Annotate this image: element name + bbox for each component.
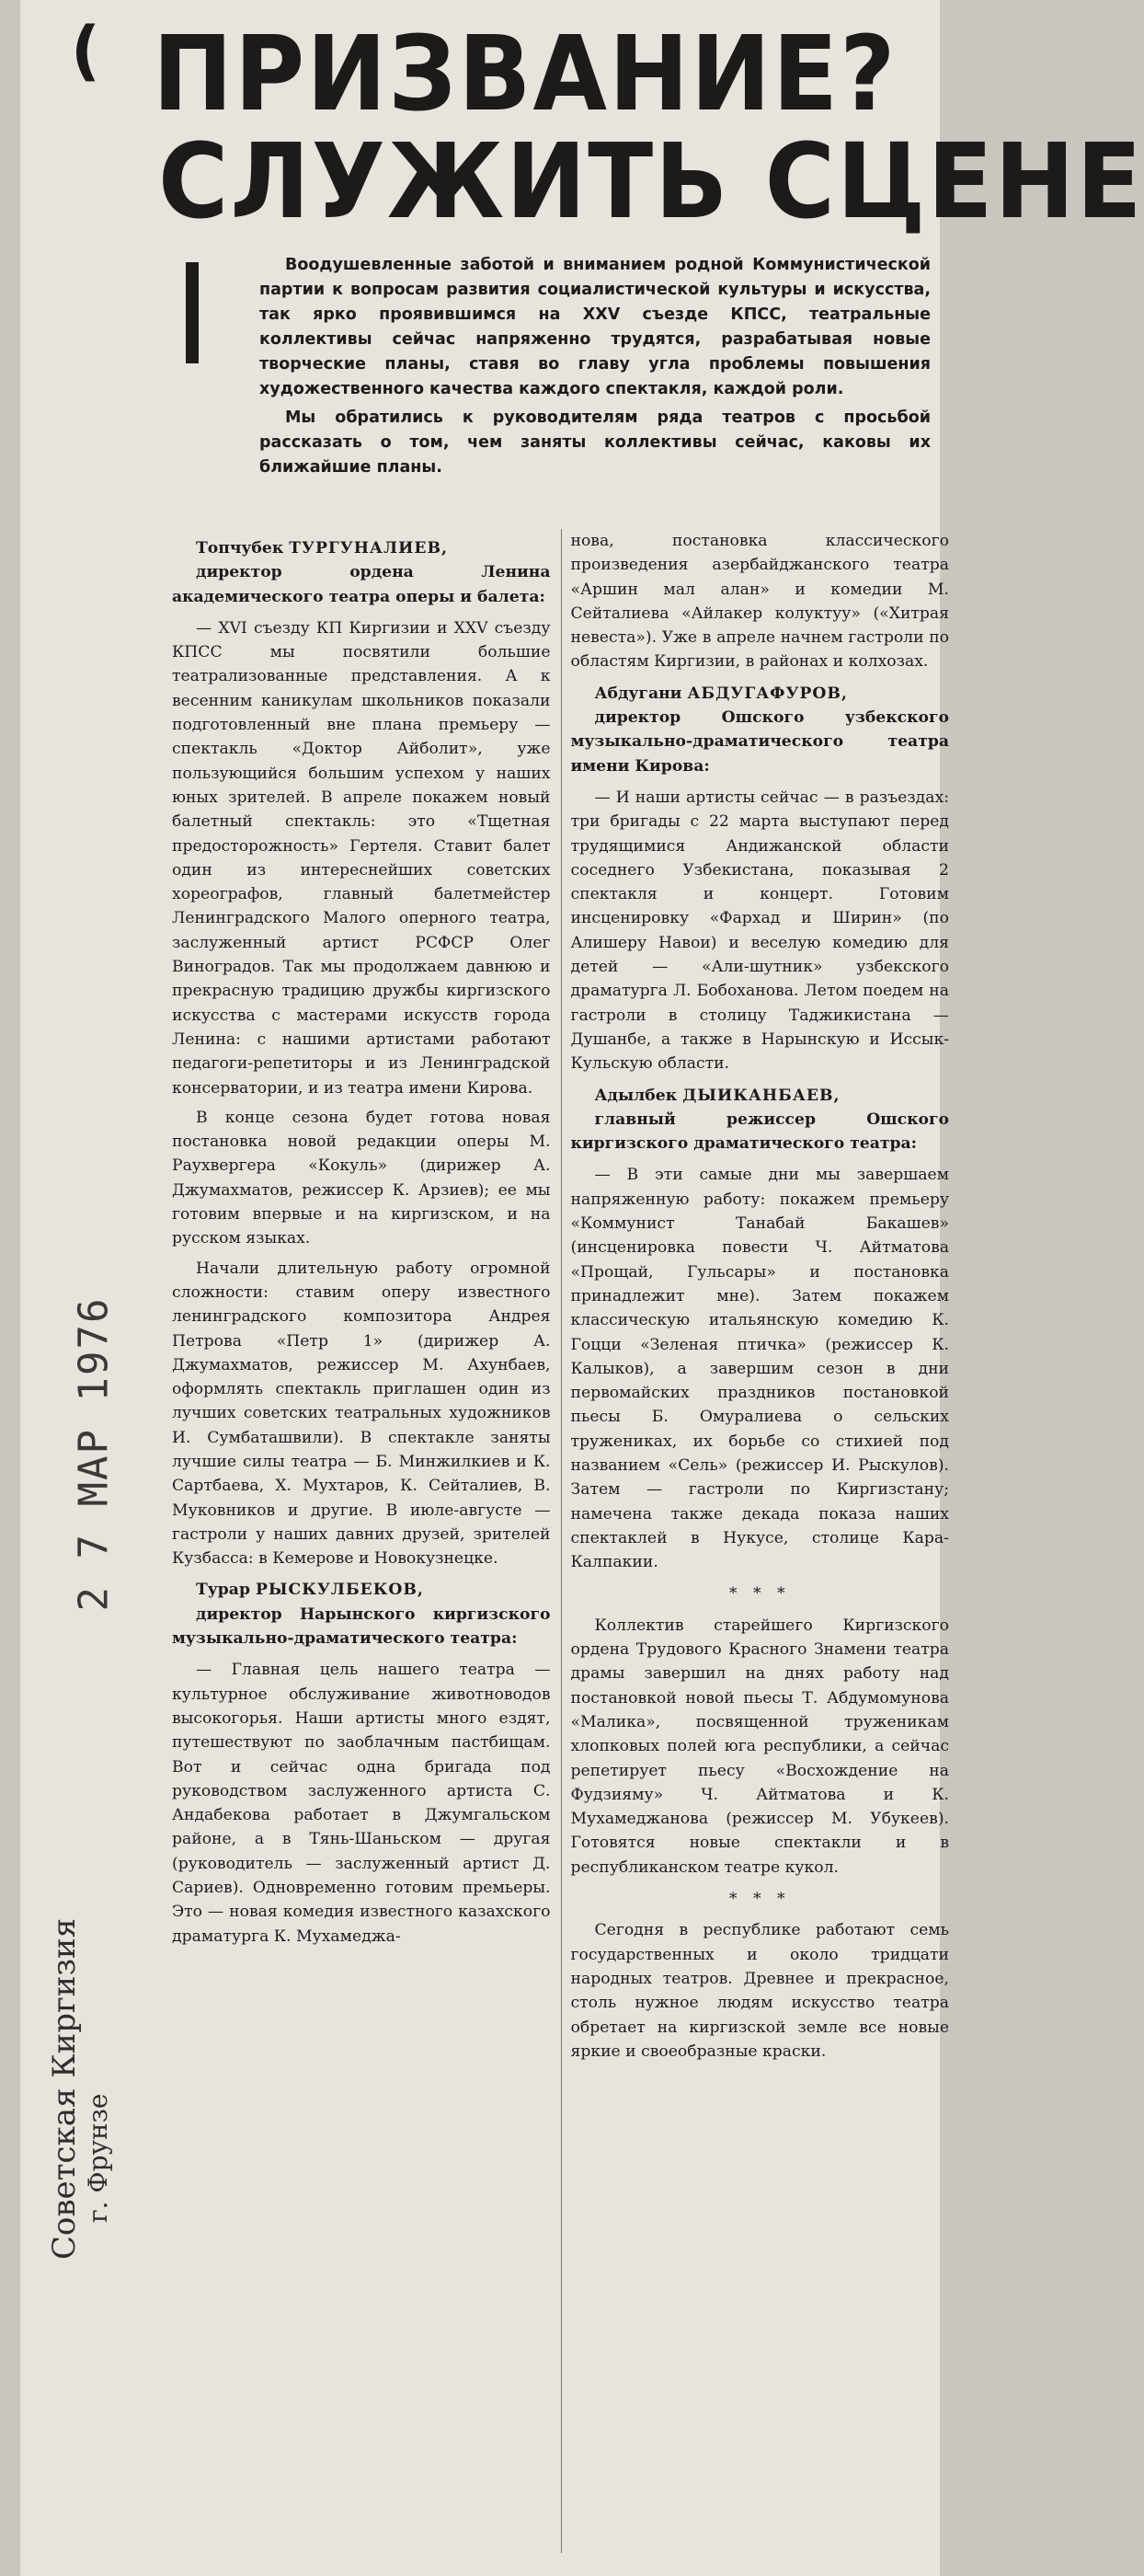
section-separator: * * * — [728, 1584, 791, 1604]
speaker-role: главный режиссер Ошского киргизского драматического театра: — [570, 1110, 949, 1154]
date-stamp-text: 2 7 МАР 1976 — [70, 1296, 118, 1611]
speaker-role: директор Нарынского киргизского музыкально-драматического театра: — [172, 1604, 551, 1649]
article-paragraph: Коллектив старейшего Киргизского ордена Трудового Красного Знамени театра драмы завершил на днях работу над постановкой новой пьесы Т. Абдумомунова «Малика», посвященной труженикам хлопковых полей юга республики, а сейчас репетирует пьесу «Восхождение на Фудзияму» Ч. Айтматова и К. Мухамеджанова (режиссер М. Убукеев). Готовятся новые спектакли и в республиканском театре кукол. — [570, 1616, 949, 1877]
column-right — [571, 529, 950, 2553]
speaker-name: Топчубек ТУРГУНАЛИЕВ, — [196, 539, 448, 558]
article-columns — [172, 529, 949, 2553]
article-paragraph: — Главная цель нашего театра — культурное обслуживание животноводов высокогорья. Наши артисты много ездят, путешествуют по заоблачным пастбищам. Вот и сейчас одна бригада под руководством заслуженного артиста С. Андабекова работает в Джумгальском районе, а в Тянь-Шаньском — другая (руководитель — заслуженный артист Д. Сариев). Одновременно готовим премьеры. Это — новая комедия известного казахского драматурга К. Мухамеджа- — [172, 1661, 551, 1946]
date-stamp — [39, 1296, 149, 1611]
article-paragraph: Сегодня в республике работают семь государственных и около тридцати народных театров. Древнее и прекрасное, столь нужное людям искусство театра обретает на киргизской земле все новые яркие и своеобразные краски. — [570, 1921, 949, 2061]
lead-text-2: Мы обратились к руководителям ряда театров с просьбой рассказать о том, чем заняты коллективы сейчас, каковы их ближайшие планы. — [259, 408, 931, 477]
headline-line-1: ПРИЗВАНИЕ? — [153, 13, 898, 135]
article-paragraph: нова, постановка классического произведения азербайджанского театра «Аршин мал алан» и комедии М. Сейталиева «Айлакер колуктуу» («Хитрая невеста»). Уже в апреле начнем гастроли по областям Киргизии, в районах и колхозах. — [570, 532, 949, 672]
speaker-name: Турар РЫСКУЛБЕКОВ, — [196, 1581, 424, 1600]
section-separator: * * * — [728, 1890, 791, 1909]
column-left — [172, 529, 551, 2553]
speaker-role: директор ордена Ленина академического театра оперы и балета: — [172, 563, 551, 606]
lead-text-1: Воодушевленные заботой и вниманием родной Коммунистической партии к вопросам развития социалистической культуры и искусства, так ярко проявившимся на XXV съезде КПСС, театральные коллективы сейчас напряженно трудятся, разрабатывая новые творческие планы, ставя во главу угла проблемы повышения художественного качества каждого спектакля, каждой роли. — [259, 256, 931, 398]
speaker-name: Адылбек ДЫИКАНБАЕВ, — [594, 1086, 841, 1105]
article-paragraph: В конце сезона будет готова новая постановка новой редакции оперы М. Раухвергера «Кокуль» (дирижер А. Джумахматов, режиссер К. Арзиев); ее мы готовим впервые и на киргизском, и на русском языках. — [172, 1108, 551, 1248]
lead-paragraph — [259, 253, 931, 484]
speaker-name: Абдугани АБДУГАФУРОВ, — [594, 684, 848, 703]
article-paragraph: — В эти самые дни мы завершаем напряженную работу: покажем премьеру «Коммунист Танабай Бакашев» (инсценировка повести Ч. Айтматова «Прощай, Гульсары» и постановка принадлежит мне). Затем покажем классическую итальянскую комедию К. Гоцци «Зеленая птичка» (режиссер К. Калыков), а завершим сезон в дни первомайских праздников постановкой пьесы Б. Омуралиева о сельских тружениках, их борьбе со стихией под названием «Сель» (режиссер И. Рыскулов). Затем — гастроли по Киргизстану; намечена также декада показа наших спектаклей в Нукусе, столице Кара-Калпакии. — [570, 1166, 949, 1572]
headline — [153, 13, 1144, 242]
speaker-role: директор Ошского узбекского музыкально-драматического театра имени Кирова: — [570, 708, 949, 776]
article-paragraph: — И наши артисты сейчас — в разъездах: три бригады с 22 марта выступают перед трудящимися Андижанской области соседнего Узбекистана, показывая 2 спектакля и концерт. Готовим инсценировку «Фархад и Ширин» (по Алишеру Навои) и веселую комедию для детей — «Али-шутник» узбекского драматурга Л. Бобоханова. Летом поедем на гастроли в столицу Таджикистана — Душанбе, а также в Нарынскую и Иссык-Кульскую области. — [570, 788, 949, 1074]
source-paper-name: Советская Киргизия — [46, 1917, 84, 2260]
source-label — [29, 1886, 131, 2291]
source-city: г. Фрунзе — [83, 2093, 114, 2223]
newspaper-clipping — [20, 0, 1144, 2576]
article-paragraph: — XVI съезду КП Киргизии и XXV съезду КПСС мы посвятили большие театрализованные представления. А к весенним каникулам школьников показали подготовленный вне плана премьеру — спектакль «Доктор Айболит», уже пользующийся большим успехом у наших юных зрителей. В апреле покажем новый балетный спектакль: это «Тщетная предосторожность» Гертеля. Ставит балет один из интереснейших советских хореографов, главный балетмейстер Ленинградского Малого оперного театра, заслуженный артист РСФСР Олег Виноградов. Так мы продолжаем давнюю и прекрасную традицию дружбы киргизского искусства с мастерами искусств города Ленина: с нашими артистами работают педагоги-репетиторы и из Ленинградской консерватории, и из театра имени Кирова. — [172, 618, 551, 1098]
left-margin — [20, 0, 140, 2576]
lead-bar-decoration — [186, 262, 199, 363]
headline-mark: ( — [71, 13, 100, 88]
article-paragraph: Начали длительную работу огромной сложности: ставим оперу известного ленинградского композитора Андрея Петрова «Петр 1» (дирижер А. Джумахматов, режиссер М. Ахунбаев, оформлять спектакль приглашен один из лучших советских театральных художников И. Сумбаташвили). В спектакле заняты лучшие силы театра — Б. Минжилкиев и К. Сартбаева, Х. Мухтаров, К. Сейталиев, В. Муковников и другие. В июле-августе — гастроли у наших давних друзей, зрителей Кузбасса: в Кемерове и Новокузнецке. — [172, 1259, 551, 1569]
headline-line-2: СЛУЖИТЬ СЦЕНЕ — [158, 121, 1144, 242]
